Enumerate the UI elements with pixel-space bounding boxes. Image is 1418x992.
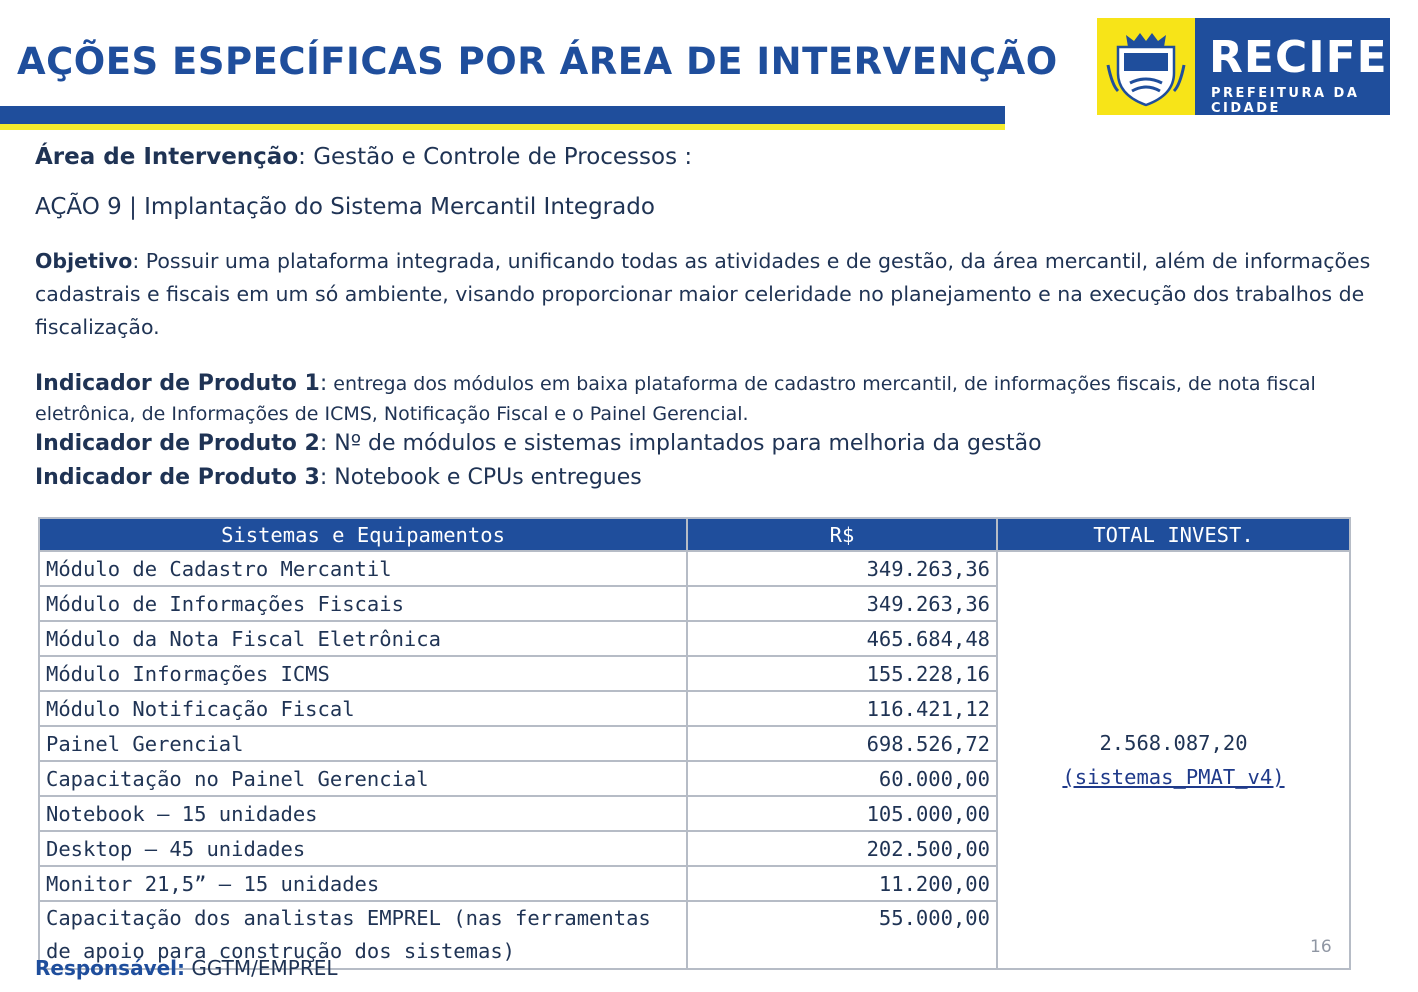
header-sistemas: Sistemas e Equipamentos — [39, 518, 687, 551]
logo-brand-text: RECIFE — [1209, 32, 1388, 83]
table-header-row — [39, 518, 1350, 551]
total-source-link[interactable]: (sistemas_PMAT_v4) — [1062, 765, 1285, 789]
responsavel — [35, 956, 338, 980]
area-intervencao — [35, 144, 692, 170]
row-item: Módulo Notificação Fiscal — [39, 691, 687, 726]
recife-logo — [1097, 18, 1390, 115]
row-item: Capacitação dos analistas EMPREL (nas ferramentas de apoio para construção dos sistemas) — [39, 901, 687, 969]
row-value: 55.000,00 — [687, 901, 997, 969]
indicador-produto-1 — [35, 369, 1395, 429]
row-item: Módulo da Nota Fiscal Eletrônica — [39, 621, 687, 656]
indicador-1-text: entrega dos módulos em baixa plataforma de cadastro mercantil, de informações fiscais, de nota fiscal eletrônica, de Informações de ICMS, Notificação Fiscal e o Painel Gerencial. — [35, 373, 1316, 425]
row-value: 698.526,72 — [687, 726, 997, 761]
row-value: 11.200,00 — [687, 866, 997, 901]
indicador-2-label: Indicador de Produto 2 — [35, 431, 320, 456]
objetivo-paragraph — [35, 245, 1395, 344]
row-item: Desktop – 45 unidades — [39, 831, 687, 866]
row-item: Capacitação no Painel Gerencial — [39, 761, 687, 796]
page-title: AÇÕES ESPECÍFICAS POR ÁREA DE INTERVENÇÃO — [17, 40, 1058, 83]
header-total: TOTAL INVEST. — [997, 518, 1350, 551]
coat-of-arms-icon — [1097, 18, 1195, 115]
row-value: 116.421,12 — [687, 691, 997, 726]
area-value: : Gestão e Controle de Processos : — [298, 144, 693, 170]
row-value: 155.228,16 — [687, 656, 997, 691]
investment-table — [38, 517, 1351, 970]
indicador-3-text: : Notebook e CPUs entregues — [319, 465, 642, 490]
responsavel-value: GGTM/EMPREL — [185, 956, 338, 980]
table-row — [39, 551, 1350, 586]
indicador-1-label: Indicador de Produto 1 — [35, 371, 320, 396]
indicador-produto-3 — [35, 465, 642, 490]
row-item: Monitor 21,5” – 15 unidades — [39, 866, 687, 901]
responsavel-label: Responsável: — [35, 956, 186, 980]
objetivo-text: : Possuir uma plataforma integrada, unificando todas as atividades e de gestão, da área mercantil, além de informações cadastrais e fiscais em um só ambiente, visando proporcionar maior celeridade no planejamento e na execução dos trabalhos de fiscalização. — [35, 249, 1371, 339]
total-cell — [997, 551, 1350, 969]
row-item: Painel Gerencial — [39, 726, 687, 761]
objetivo-label: Objetivo — [35, 249, 133, 273]
row-value: 202.500,00 — [687, 831, 997, 866]
row-item: Módulo de Cadastro Mercantil — [39, 551, 687, 586]
row-value: 465.684,48 — [687, 621, 997, 656]
acao-heading — [35, 194, 655, 220]
indicador-1-colon: : — [319, 371, 328, 396]
area-label: Área de Intervenção — [35, 144, 299, 170]
acao-label: AÇÃO 9 — [35, 194, 122, 220]
acao-value: | Implantação do Sistema Mercantil Integrado — [121, 194, 655, 220]
row-item: Módulo de Informações Fiscais — [39, 586, 687, 621]
header-blue-bar — [0, 106, 1005, 124]
row-item: Notebook – 15 unidades — [39, 796, 687, 831]
row-item: Módulo Informações ICMS — [39, 656, 687, 691]
header-yellow-bar — [0, 124, 1005, 130]
row-value: 60.000,00 — [687, 761, 997, 796]
indicador-2-text: : Nº de módulos e sistemas implantados para melhoria da gestão — [319, 431, 1042, 456]
total-value: 2.568.087,20 — [1099, 731, 1248, 755]
indicador-produto-2 — [35, 431, 1042, 456]
logo-tagline: PREFEITURA DA CIDADE — [1211, 86, 1360, 116]
page-number: 16 — [1310, 937, 1332, 957]
row-value: 349.263,36 — [687, 586, 997, 621]
row-value: 105.000,00 — [687, 796, 997, 831]
row-value: 349.263,36 — [687, 551, 997, 586]
indicador-3-label: Indicador de Produto 3 — [35, 465, 320, 490]
header-valor: R$ — [687, 518, 997, 551]
